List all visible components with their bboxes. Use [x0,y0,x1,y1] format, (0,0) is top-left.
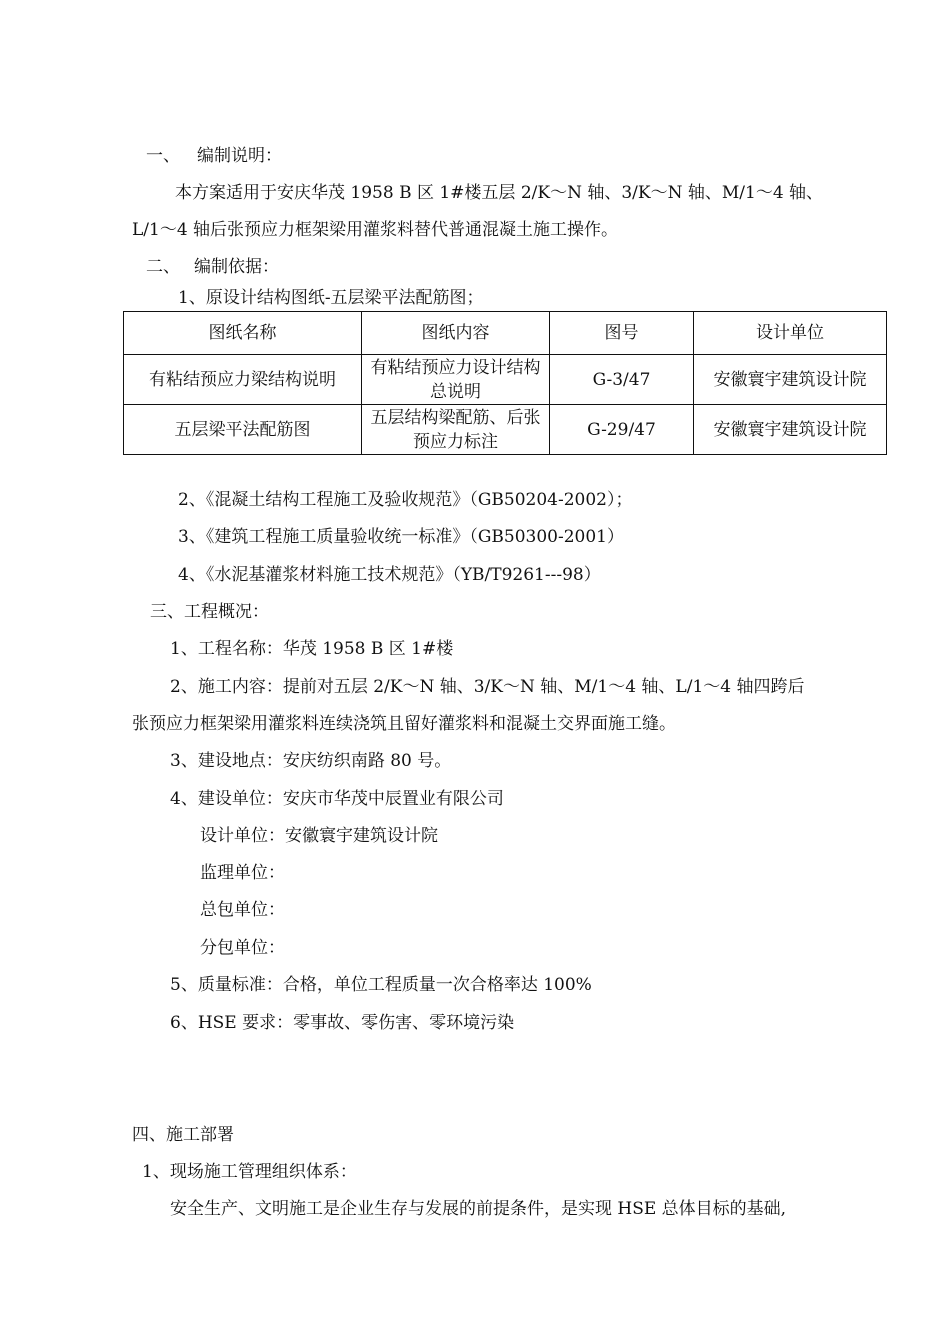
table-header-cell: 图纸内容 [362,312,550,355]
subcontractor: 分包单位： [200,938,285,958]
section4-paragraph-line1: 安全生产、文明施工是企业生存与发展的前提条件，是实现 HSE 总体目标的基础, [170,1199,787,1219]
section4-heading: 四、施工部署 [132,1125,234,1145]
table-cell: 五层梁平法配筋图 [124,405,362,455]
basis-item-4: 4、《水泥基灌浆材料施工技术规范》（YB/T9261---98） [178,565,601,585]
design-unit: 设计单位：安徽寰宇建筑设计院 [200,826,438,846]
supervision-unit: 监理单位： [200,863,285,883]
table-header-cell: 设计单位 [694,312,887,355]
overview-item-2-line2: 张预应力框架梁用灌浆料连续浇筑且留好灌浆料和混凝土交界面施工缝。 [132,714,676,734]
section1-heading: 编制说明： [197,146,282,166]
section1-paragraph-line1: 本方案适用于安庆华茂 1958 B 区 1#楼五层 2/K～N 轴、3/K～N 轴、M/1～4 轴、 [175,183,824,203]
table-header-cell: 图纸名称 [124,312,362,355]
overview-item-2-line1: 2、施工内容：提前对五层 2/K～N 轴、3/K～N 轴、M/1～4 轴、L/1～4 轴四跨后 [170,677,805,697]
table-cell: 有粘结预应力设计结构总说明 [362,355,550,405]
section2-heading-number: 二、 [146,257,180,277]
table-cell: 有粘结预应力梁结构说明 [124,355,362,405]
deployment-item-1: 1、现场施工管理组织体系： [142,1162,357,1182]
overview-item-5: 5、质量标准：合格，单位工程质量一次合格率达 100% [170,975,592,995]
overview-item-3: 3、建设地点：安庆纺织南路 80 号。 [170,751,452,771]
overview-item-4: 4、建设单位：安庆市华茂中辰置业有限公司 [170,789,504,809]
table-row [124,405,887,455]
table-cell: 安徽寰宇建筑设计院 [694,355,887,405]
section3-heading: 三、工程概况： [150,602,269,622]
basis-item-3: 3、《建筑工程施工质量验收统一标准》（GB50300-2001） [178,527,624,547]
table-row [124,355,887,405]
table-cell: G-29/47 [550,405,694,455]
basis-item-2: 2、《混凝土结构工程施工及验收规范》（GB50204-2002）； [178,490,633,510]
overview-item-6: 6、HSE 要求：零事故、零伤害、零环境污染 [170,1013,515,1033]
table-header-row [124,312,887,355]
overview-item-1: 1、工程名称：华茂 1958 B 区 1#楼 [170,639,454,659]
table-cell: G-3/47 [550,355,694,405]
table-cell: 安徽寰宇建筑设计院 [694,405,887,455]
section1-heading-number: 一、 [146,146,180,166]
section1-paragraph-line2: L/1～4 轴后张预应力框架梁用灌浆料替代普通混凝土施工操作。 [132,220,619,240]
general-contractor: 总包单位： [200,900,285,920]
basis-item-1: 1、原设计结构图纸-五层梁平法配筋图； [178,288,484,308]
table-cell: 五层结构梁配筋、后张预应力标注 [362,405,550,455]
drawings-table [123,311,887,455]
section2-heading: 编制依据： [194,257,279,277]
table-header-cell: 图号 [550,312,694,355]
